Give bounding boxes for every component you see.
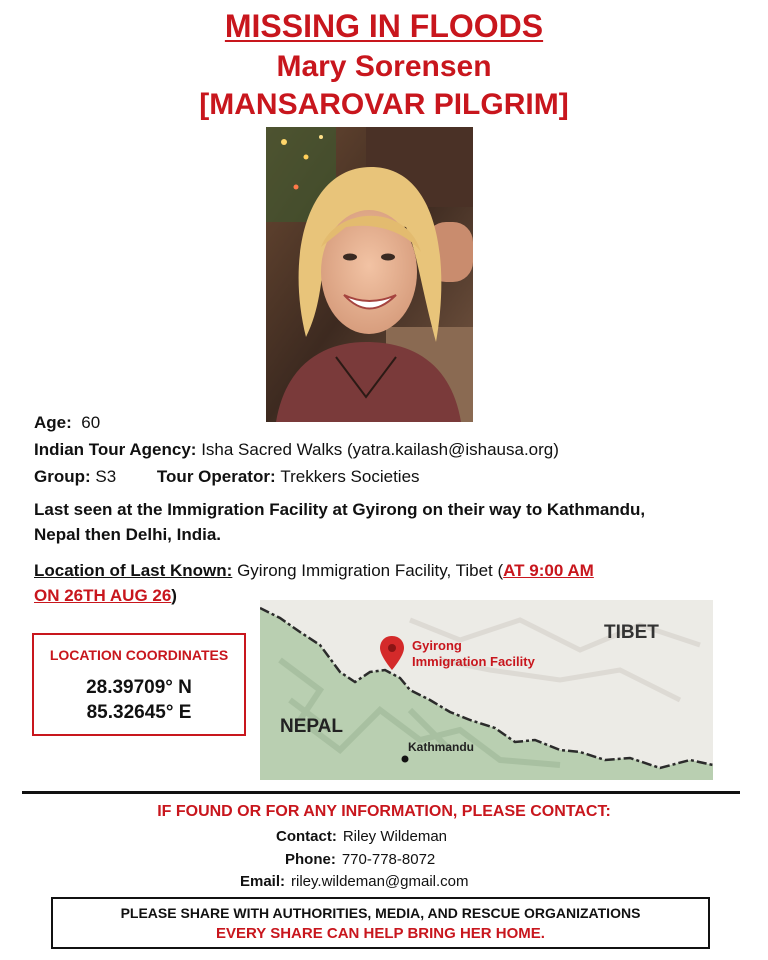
email-label: Email: [240, 873, 286, 890]
city-dot-icon [402, 756, 409, 763]
agency-value: Isha Sacred Walks (yatra.kailash@ishausa.org) [201, 440, 559, 459]
email-value[interactable]: riley.wildeman@gmail.com [291, 873, 469, 890]
last-seen-line-1: Last seen at the Immigration Facility at Gyirong on their way to Kathmandu, [34, 500, 646, 519]
location-value: Gyirong Immigration Facility, Tibet ( [237, 561, 504, 580]
headline: MISSING IN FLOODS [224, 8, 544, 44]
nepal-label: NEPAL [280, 716, 343, 737]
contact-name-row [276, 828, 447, 845]
location-label: Location of Last Known: [34, 561, 233, 580]
pin-label-1: Gyirong [412, 638, 462, 653]
missing-person-name: Mary Sorensen [276, 50, 492, 83]
agency-row [34, 440, 559, 460]
share-line-2: EVERY SHARE CAN HELP BRING HER HOME. [216, 925, 545, 942]
time-line-2: ON 26TH AUG 26 [34, 586, 172, 605]
age-label: Age: [34, 413, 72, 432]
tibet-label: TIBET [604, 622, 659, 643]
share-box [51, 897, 710, 949]
longitude: 85.32645° E [86, 702, 192, 723]
age-row [34, 413, 100, 433]
agency-label: Indian Tour Agency: [34, 440, 197, 459]
latitude: 28.39709° N [86, 677, 192, 698]
email-row [240, 873, 469, 890]
coordinates-box [32, 633, 246, 736]
pin-label-2: Immigration Facility [412, 654, 535, 669]
group-label: Group: [34, 467, 91, 486]
group-row [34, 467, 420, 487]
phone-row [285, 851, 435, 868]
phone-value[interactable]: 770-778-8072 [341, 851, 436, 868]
location-map [260, 600, 713, 780]
last-seen-line-2: Nepal then Delhi, India. [34, 525, 222, 544]
time-line-1: AT 9:00 AM [503, 561, 594, 580]
operator-value: Trekkers Societies [280, 467, 420, 486]
pilgrim-subtitle: [MANSAROVAR PILGRIM] [199, 88, 569, 121]
missing-person-photo [266, 127, 473, 422]
close-paren: ) [171, 586, 177, 605]
coordinates-title: LOCATION COORDINATES [49, 647, 229, 663]
share-line-1: PLEASE SHARE WITH AUTHORITIES, MEDIA, AND RESCUE ORGANIZATIONS [120, 905, 641, 921]
city-label: Kathmandu [408, 740, 474, 754]
last-seen-text [34, 497, 645, 547]
divider [22, 791, 740, 794]
contact-label: Contact: [276, 828, 337, 845]
contact-value: Riley Wildeman [342, 828, 448, 845]
phone-label: Phone: [285, 851, 336, 868]
operator-label: Tour Operator: [156, 467, 276, 486]
age-value: 60 [81, 413, 101, 432]
contact-heading: IF FOUND OR FOR ANY INFORMATION, PLEASE CONTACT: [157, 803, 611, 820]
group-value: S3 [95, 467, 117, 486]
